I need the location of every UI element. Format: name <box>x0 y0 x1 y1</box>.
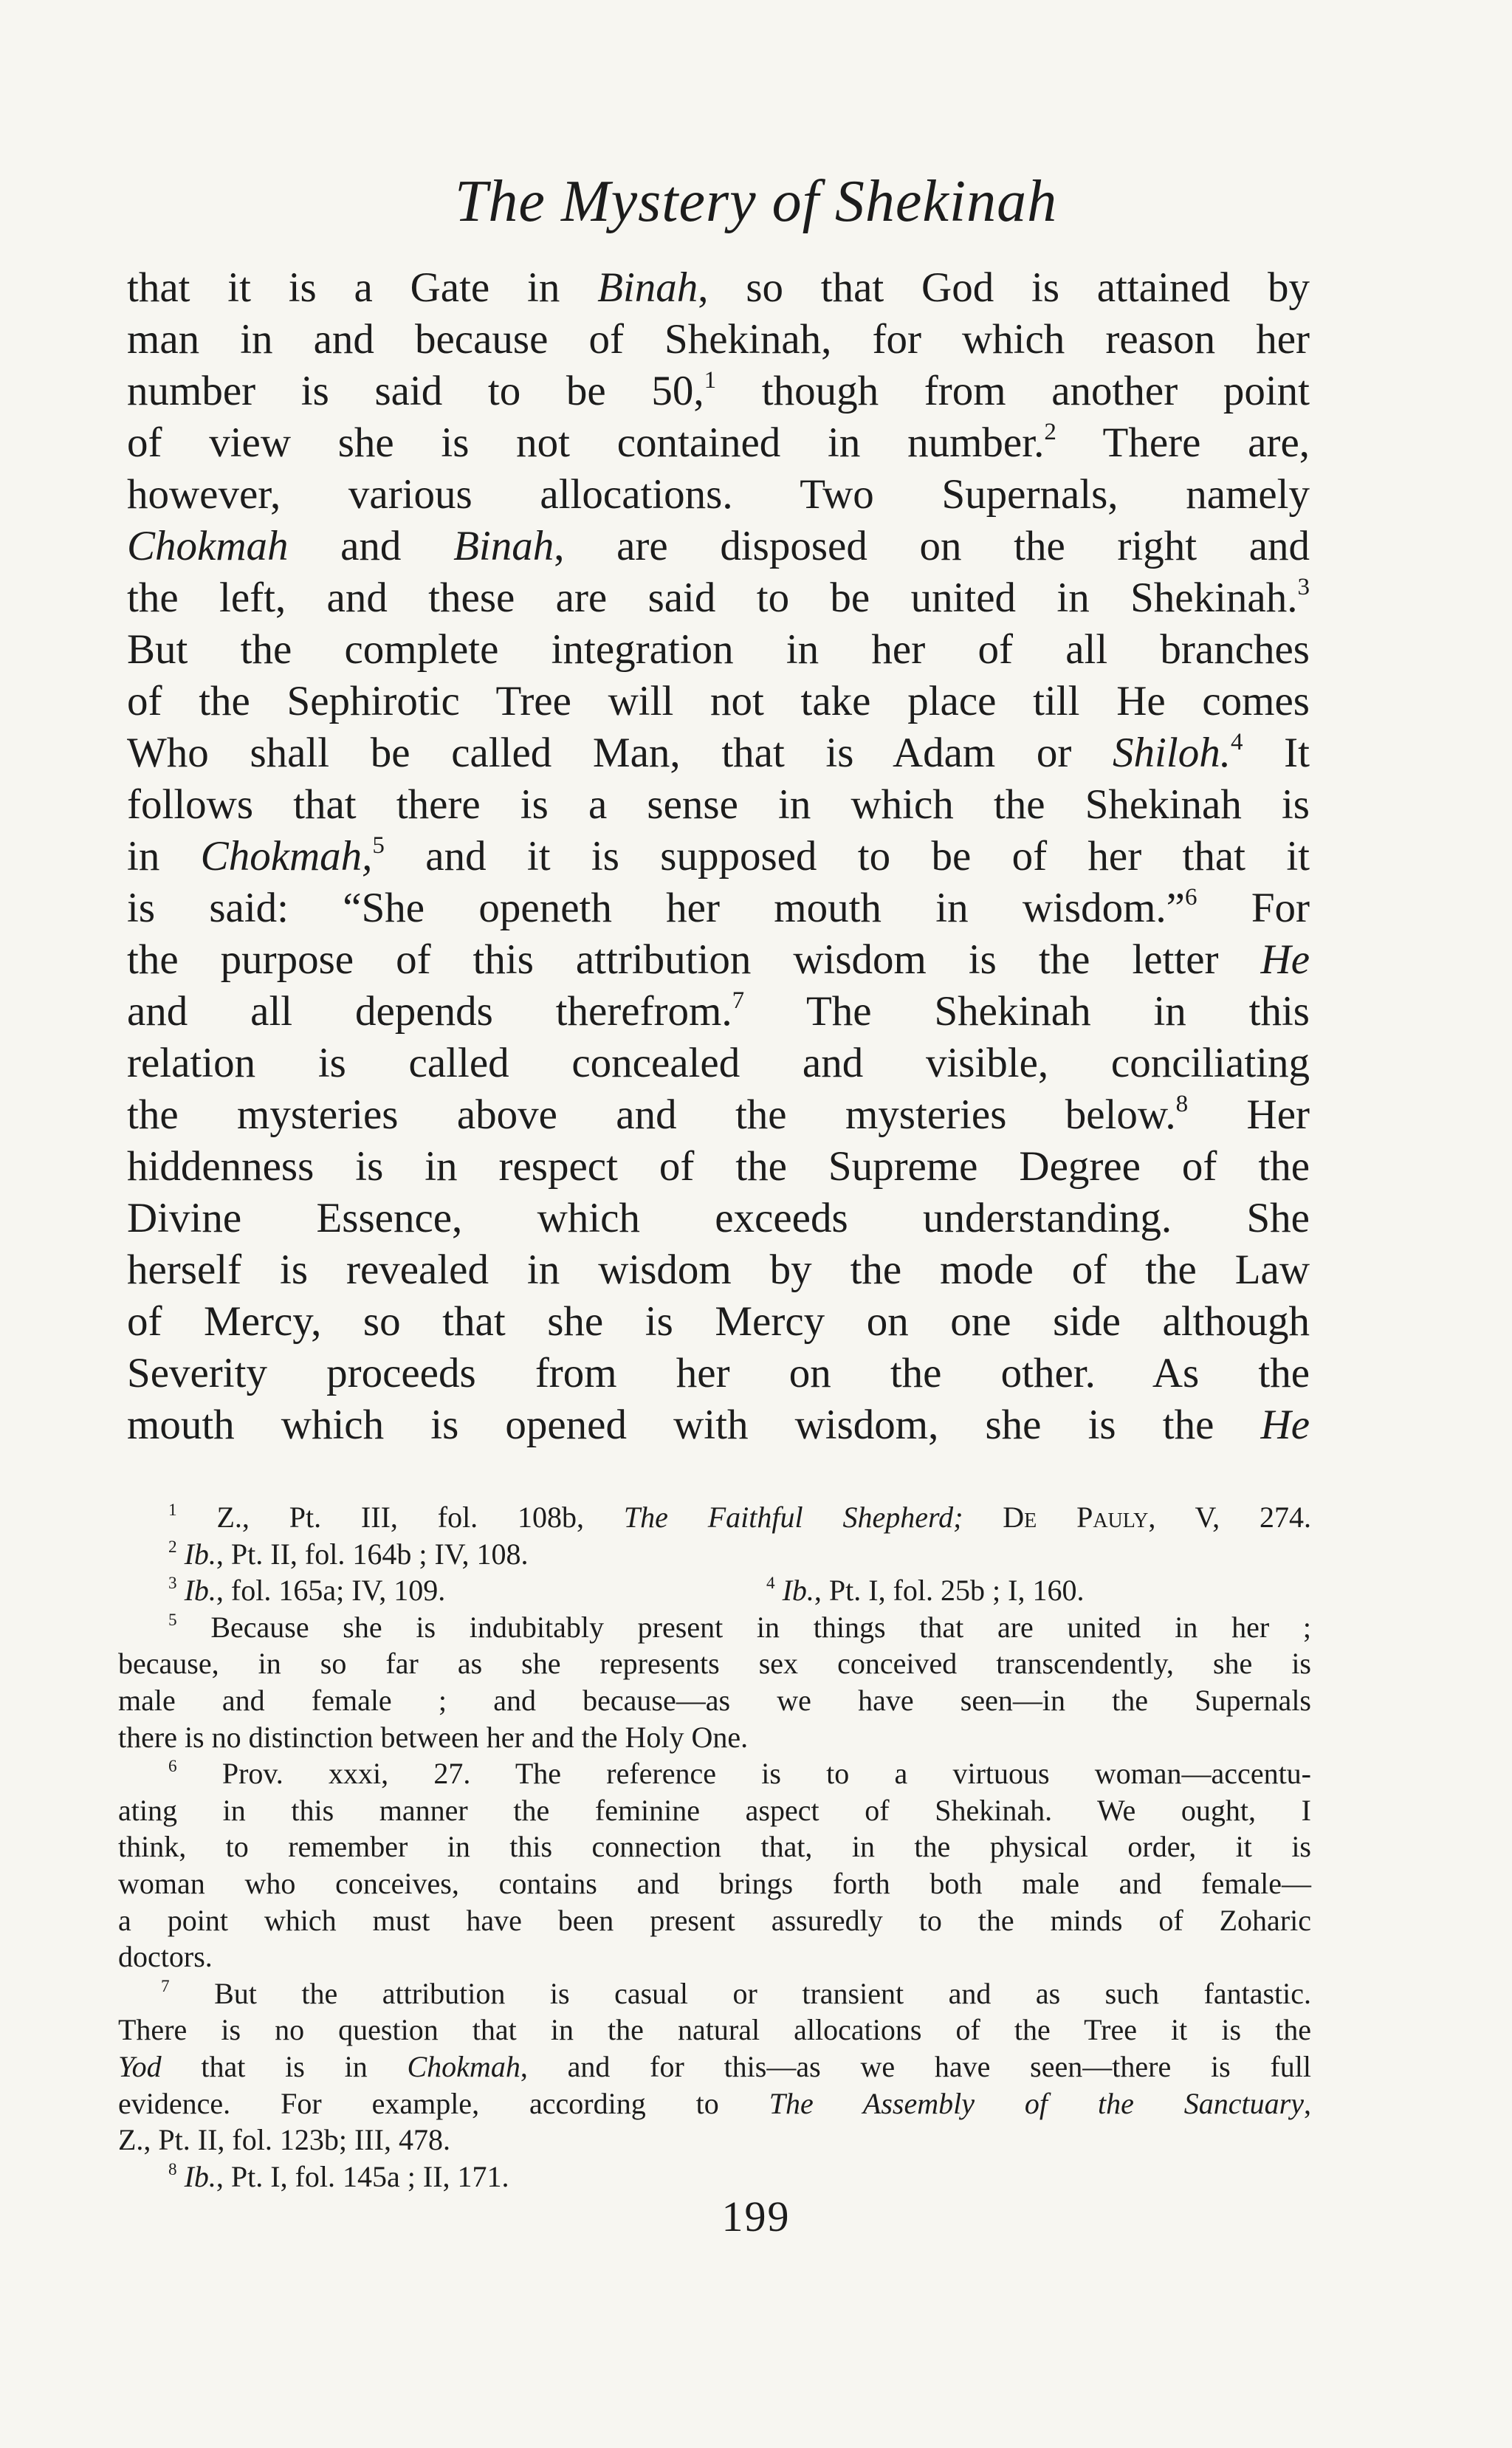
text-line: Severity proceeds from her on the other. As the <box>127 1350 1310 1396</box>
text-line: of Mercy, so that she is Mercy on one side although <box>127 1298 1310 1345</box>
footnote-number: 1 <box>168 1500 177 1520</box>
text-line: number is said to be 50,$^1$ though from another point <box>127 366 1310 414</box>
text-line: in Chokmah,$^5$ and it is supposed to be of her that it <box>127 832 1310 880</box>
footnote-number: 8 <box>168 2159 177 2179</box>
footnote-line: woman who conceives, contains and brings forth both male and female— <box>118 1866 1311 1900</box>
footnote-line: There is no question that in the natural allocations of the Tree it is the <box>118 2013 1311 2047</box>
footnote-line: $^5$ Because she is indubitably present in things that are united in her ; <box>168 1610 1311 1644</box>
text-line: is said: “She openeth her mouth in wisdom.”$^6$ For <box>127 883 1310 931</box>
footnote-line: there is no distinction between her and the Holy One. <box>118 1720 749 1754</box>
text-line: hiddenness is in respect of the Supreme Degree of the <box>127 1143 1310 1190</box>
footnote-ref: 7 <box>732 987 745 1014</box>
text-line: mouth which is opened with wisdom, she is the He <box>127 1402 1310 1448</box>
footnote-line: $^7$ But the attribution is casual or transient and as such fantastic. <box>161 1976 1311 2010</box>
text-line: the left, and these are said to be united in Shekinah.$^3$ <box>127 573 1310 621</box>
main-text <box>127 262 1310 1451</box>
footnote-line: think, to remember in this connection that, in the physical order, it is <box>118 1830 1311 1864</box>
footnote-line: Z., Pt. II, fol. 123b; III, 478. <box>118 2123 450 2157</box>
text-line: of view she is not contained in number.$^2$ There are, <box>127 418 1310 466</box>
footnote-number: 6 <box>168 1756 177 1776</box>
footnote-line: $^1$ Z., Pt. III, fol. 108b, The Faithful Shepherd; De Pauly, V, 274. <box>168 1500 1312 1534</box>
text-line: however, various allocations. Two Supernals, namely <box>127 471 1310 518</box>
footnote-ref: 6 <box>1184 883 1197 911</box>
text-line: relation is called concealed and visible, conciliating <box>127 1040 1310 1086</box>
footnote-line: because, in so far as she represents sex conceived transcendently, she is <box>118 1647 1311 1681</box>
footnote-line: $^2$ Ib., Pt. II, fol. 164b ; IV, 108. <box>168 1537 529 1571</box>
text-line: and all depends therefrom.$^7$ The Shekinah in this <box>127 987 1310 1035</box>
text-line: follows that there is a sense in which the Shekinah is <box>127 781 1310 828</box>
footnote-line: Yod that is in Chokmah, and for this—as we have seen—there is full <box>118 2049 1311 2083</box>
running-title: The Mystery of Shekinah <box>454 169 1058 234</box>
footnote-line: $^3$ Ib., fol. 165a; IV, 109. $^4$ Ib., Pt. I, fol. 25b ; I, 160. <box>118 1572 1311 1609</box>
footnote-line: $^8$ Ib., Pt. I, fol. 145a ; II, 171. <box>168 2159 509 2193</box>
footnote-ref: 4 <box>1230 728 1243 755</box>
text-line: the mysteries above and the mysteries below.$^8$ Her <box>127 1090 1310 1138</box>
footnote-ref: 8 <box>1175 1090 1189 1117</box>
text-line: herself is revealed in wisdom by the mode of the Law <box>127 1247 1310 1293</box>
footnotes <box>118 1499 1311 2195</box>
footnote-number: 2 <box>168 1537 177 1557</box>
text-line: Who shall be called Man, that is Adam or Shiloh.$^4$ It <box>127 728 1310 776</box>
text-line: man in and because of Shekinah, for which reason her <box>127 316 1310 363</box>
footnote-second-column: $^4$ Ib., Pt. I, fol. 25b ; I, 160. <box>766 1573 1085 1608</box>
text-line: of the Sephirotic Tree will not take place till He comes <box>127 678 1310 724</box>
footnote-ref: 3 <box>1297 573 1310 600</box>
footnote-number: 4 <box>766 1573 775 1593</box>
footnote-number: 3 <box>168 1573 177 1593</box>
footnote-line: ating in this manner the feminine aspect of Shekinah. We ought, I <box>118 1793 1311 1827</box>
text-line: the purpose of this attribution wisdom is the letter He <box>127 936 1310 983</box>
footnote-line: a point which must have been present assuredly to the minds of Zoharic <box>118 1903 1311 1937</box>
text-line: that it is a Gate in Binah, so that God is attained by <box>127 264 1310 311</box>
footnote-ref: 1 <box>704 366 717 394</box>
footnote-line: $^6$ Prov. xxxi, 27. The reference is to a virtuous woman—accentu- <box>168 1756 1311 1791</box>
footnote-line: doctors. <box>118 1940 213 1974</box>
footnote-line: evidence. For example, according to The Assembly of the Sanctuary, <box>118 2086 1311 2120</box>
footnote-ref: 5 <box>372 832 385 859</box>
footnote-line: male and female ; and because—as we have seen—in the Supernals <box>118 1683 1311 1717</box>
page-number: 199 <box>721 2192 791 2240</box>
footnote-number: 5 <box>168 1610 177 1630</box>
footnote-number: 7 <box>161 1976 170 1996</box>
text-line: But the complete integration in her of all branches <box>127 626 1310 673</box>
footnote-ref: 2 <box>1044 418 1056 445</box>
text-line: Divine Essence, which exceeds understanding. She <box>127 1195 1310 1241</box>
text-line: Chokmah and Binah, are disposed on the right and <box>127 523 1310 569</box>
